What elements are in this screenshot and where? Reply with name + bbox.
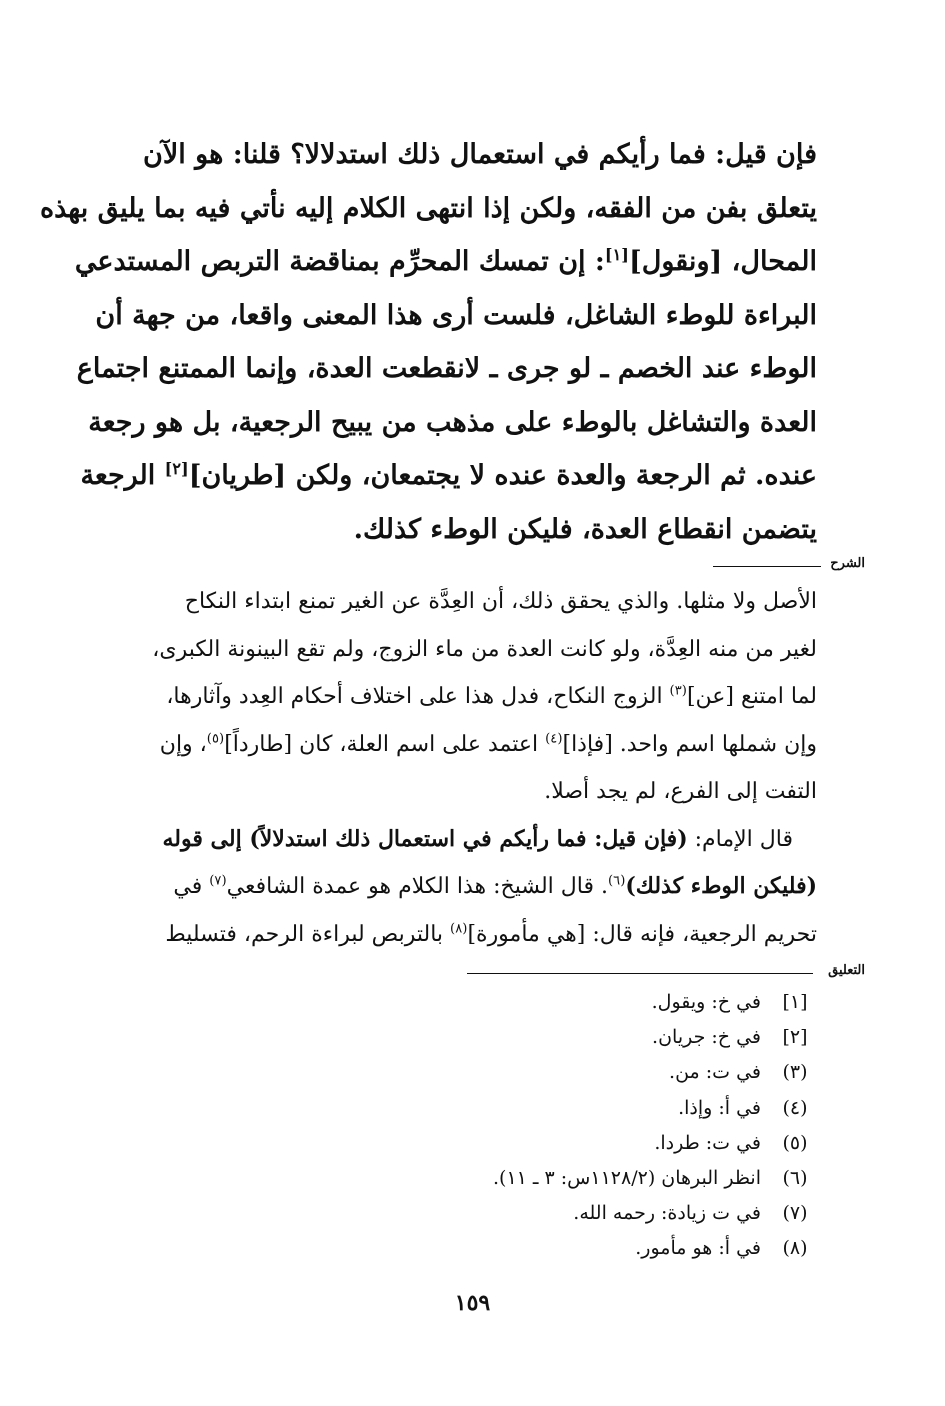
taliq-label: التعليق [828, 963, 865, 978]
commentary-part: لما امتنع [عن] [686, 684, 817, 709]
footnote-text: في أ: هو مأمور. [635, 1237, 761, 1260]
commentary-line [110, 673, 817, 721]
main-line [80, 449, 817, 503]
sharh-label: الشرح [830, 556, 865, 571]
footnote-item [493, 1161, 813, 1196]
footnotes [493, 985, 813, 1267]
footnote-number: (٣) [782, 1061, 808, 1084]
footnote-item [493, 1091, 813, 1126]
main-text [39, 128, 817, 556]
footnote-ref: [٢] [164, 459, 189, 478]
main-line: فإن قيل: فما رأيكم في استعمال ذلك استدلالا؟ قلنا: هو الآن [143, 139, 817, 170]
main-line [74, 235, 817, 289]
footnote-number: (٦) [782, 1167, 808, 1190]
commentary-line: التفت إلى الفرع، لم يجد أصلا. [544, 779, 817, 804]
footnote-text: انظر البرهان (١١٢٨/٢س: ٣ ـ ١١). [492, 1167, 761, 1190]
commentary-line: الأصل ولا مثلها. والذي يحقق ذلك، أن العِدَّة عن الغير تمنع ابتداء النكاح [184, 589, 817, 614]
quoted-matn: (فإن قيل: فما رأيكم في استعمال ذلك استدلالاً) إلى قوله [162, 825, 688, 852]
main-line-part: المحال، [ونقول] [628, 246, 817, 277]
main-line: يتعلق بفن من الفقه، ولكن إذا انتهى الكلام إليه نأتي فيه بما يليق بهذه [39, 192, 817, 224]
main-line: البراءة للوطء الشاغل، فلست أرى هذا المعنى واقعا، من جهة أن [95, 299, 817, 331]
footnote-number: [١] [782, 991, 808, 1013]
page-number: ١٥٩ [454, 1290, 491, 1316]
commentary-line [110, 911, 817, 959]
commentary-part: قال الإمام: [687, 826, 793, 852]
footnote-ref: (٣) [669, 683, 687, 699]
commentary-text [110, 578, 817, 958]
footnote-number: (٥) [782, 1131, 808, 1154]
footnote-number: [٢] [782, 1026, 808, 1049]
footnote-item [493, 1231, 813, 1266]
footnote-item [493, 1020, 813, 1055]
footnote-number: (٧) [782, 1202, 808, 1225]
commentary-line [110, 721, 817, 769]
footnote-ref: (٥) [206, 731, 225, 747]
main-line-part: : إن تمسك المحرِّم بمناقضة التربص المستدعي [74, 246, 605, 277]
commentary-part: في [173, 874, 210, 899]
footnote-text: في أ: وإذا. [678, 1096, 761, 1119]
main-line-part: الرجعة [80, 460, 165, 491]
commentary-line [110, 863, 817, 911]
quoted-matn: (فليكن الوطء كذلك) [625, 873, 817, 899]
commentary-part: الزوج النكاح، فدل هذا على اختلاف أحكام العِدد وآثارها، [166, 684, 670, 709]
commentary-line: لغير من منه العِدَّة، ولو كانت العدة من ماء الزوج، ولم تقع البينونة الكبرى، [152, 636, 817, 662]
footnote-ref: [١] [604, 245, 629, 264]
main-line-part: عنده. ثم الرجعة والعدة عنده لا يجتمعان، ولكن [طريان] [188, 460, 817, 491]
sharh-divider [713, 566, 821, 567]
footnote-item [493, 1126, 813, 1161]
footnote-number: (٤) [782, 1096, 808, 1119]
footnote-ref: (٨) [450, 921, 468, 937]
main-line: العدة والتشاغل بالوطء على مذهب من يبيح الرجعية، بل هو رجعة [88, 406, 817, 438]
commentary-part: . قال الشيخ: هذا الكلام هو عمدة الشافعي [226, 874, 608, 899]
footnote-item [493, 1196, 813, 1231]
footnote-ref: (٤) [545, 731, 563, 747]
main-line: يتضمن انقطاع العدة، فليكن الوطء كذلك. [353, 513, 817, 545]
commentary-part: اعتمد على اسم العلة، كان [طارداً] [224, 731, 546, 757]
commentary-part: ، وإن [159, 731, 207, 757]
main-line: الوطء عند الخصم ـ لو جرى ـ لانقطعت العدة، وإنما الممتنع اجتماع [76, 353, 817, 384]
taliq-divider [467, 973, 813, 974]
footnote-text: في ت زيادة: رحمه الله. [573, 1202, 761, 1225]
footnote-item [493, 1055, 813, 1090]
commentary-part: بالتربص لبراءة الرحم، فتسليط [165, 921, 451, 947]
commentary-line [110, 816, 817, 864]
footnote-text: في ت: طردا. [654, 1131, 761, 1154]
footnote-number: (٨) [782, 1237, 808, 1260]
commentary-part: وإن شملها اسم واحد. [فإذا] [562, 731, 817, 757]
footnote-ref: (٦) [607, 873, 626, 889]
footnote-text: في ت: من. [669, 1061, 761, 1084]
footnote-text: في خ: جريان. [652, 1026, 761, 1049]
footnote-item [493, 985, 813, 1020]
commentary-part: تحريم الرجعية، فإنه قال: [هي مأمورة] [467, 921, 817, 947]
footnote-text: في خ: ويقول. [651, 991, 761, 1013]
footnote-ref: (٧) [209, 873, 227, 889]
